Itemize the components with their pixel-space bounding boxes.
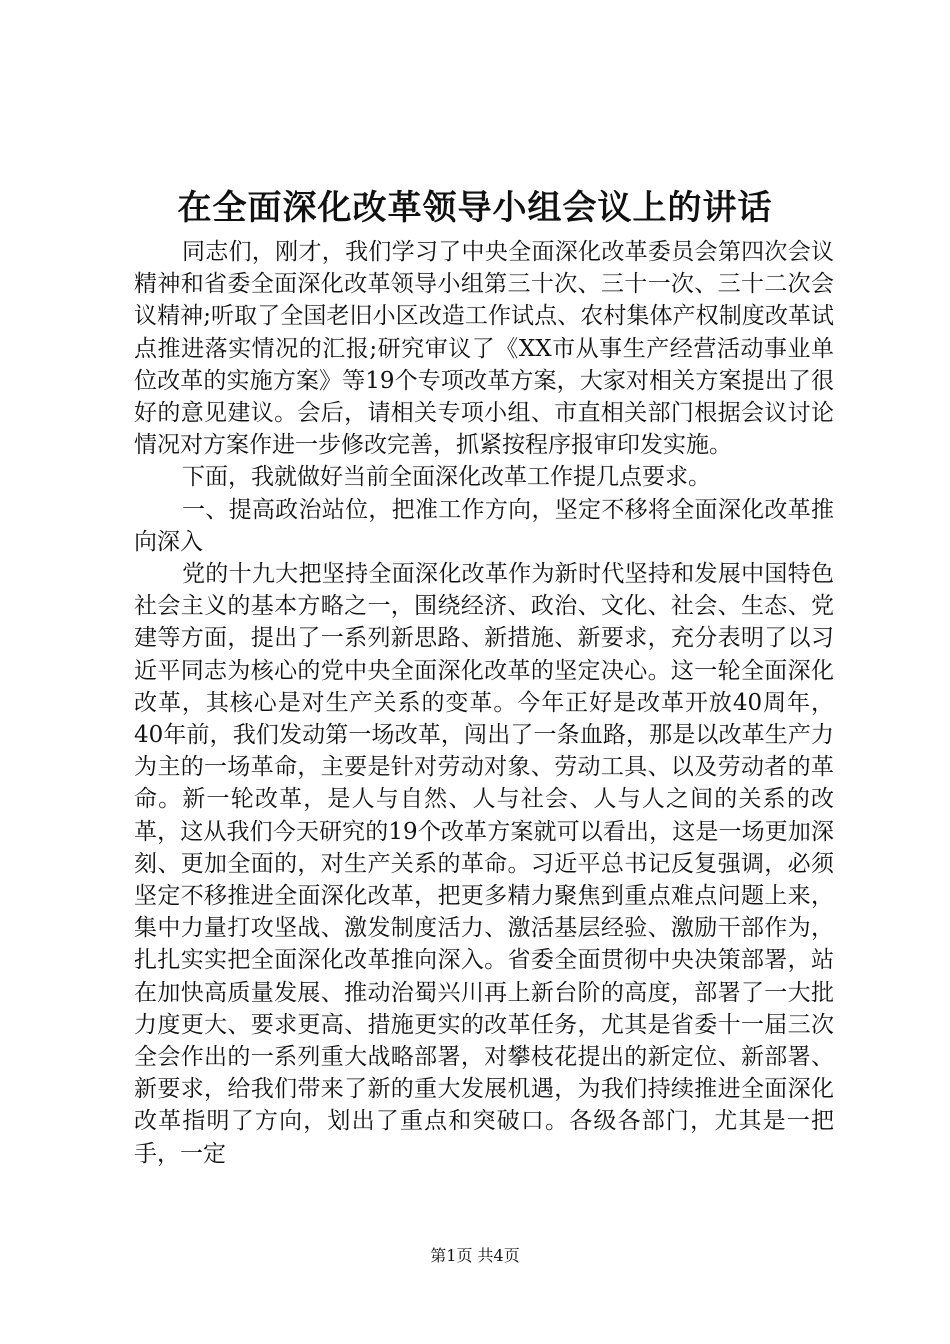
document-body: [134, 236, 834, 1170]
paragraph-section-1-body: 党的十九大把坚持全面深化改革作为新时代坚持和发展中国特色社会主义的基本方略之一，围绕经济、政治、文化、社会、生态、党建等方面，提出了一系列新思路、新措施、新要求，充分表明了以习近平同志为核心的党中央全面深化改革的坚定决心。这一轮全面深化改革，其核心是对生产关系的变革。今年正好是改革开放40周年，40年前，我们发动第一场改革，闯出了一条血路，那是以改革生产力为主的一场革命，主要是针对劳动对象、劳动工具、以及劳动者的革命。新一轮改革，是人与自然、人与社会、人与人之间的关系的改革，这从我们今天研究的19个改革方案就可以看出，这是一场更加深刻、更加全面的，对生产关系的革命。习近平总书记反复强调，必须坚定不移推进全面深化改革，把更多精力聚焦到重点难点问题上来，集中力量打攻坚战、激发制度活力、激活基层经验、激励干部作为，扎扎实实把全面深化改革推向深入。省委全面贯彻中央决策部署，站在加快高质量发展、推动治蜀兴川再上新台阶的高度，部署了一大批力度更大、要求更高、措施更实的改革任务，尤其是省委十一届三次全会作出的一系列重大战略部署，对攀枝花提出的新定位、新部署、新要求，给我们带来了新的重大发展机遇，为我们持续推进全面深化改革指明了方向，划出了重点和突破口。各级各部门，尤其是一把手，一定: [134, 561, 834, 1167]
section-heading-1: 一、提高政治站位，把准工作方向，坚定不移将全面深化改革推向深入: [134, 496, 834, 555]
document-title: 在全面深化改革领导小组会议上的讲话: [177, 188, 773, 228]
paragraph-intro: 同志们，刚才，我们学习了中央全面深化改革委员会第四次会议精神和省委全面深化改革领导小组第三十次、三十一次、三十二次会议精神;听取了全国老旧小区改造工作试点、农村集体产权制度改革试点推进落实情况的汇报;研究审议了《XX市从事生产经营活动事业单位改革的实施方案》等19个专项改革方案，大家对相关方案提出了很好的意见建议。会后，请相关专项小组、市直相关部门根据会议讨论情况对方案作进一步修改完善，抓紧按程序报审印发实施。: [134, 239, 834, 459]
page-number-footer: 第1页 共4页: [430, 1246, 520, 1265]
paragraph-requirements-lead: 下面，我就做好当前全面深化改革工作提几点要求。: [182, 464, 711, 491]
